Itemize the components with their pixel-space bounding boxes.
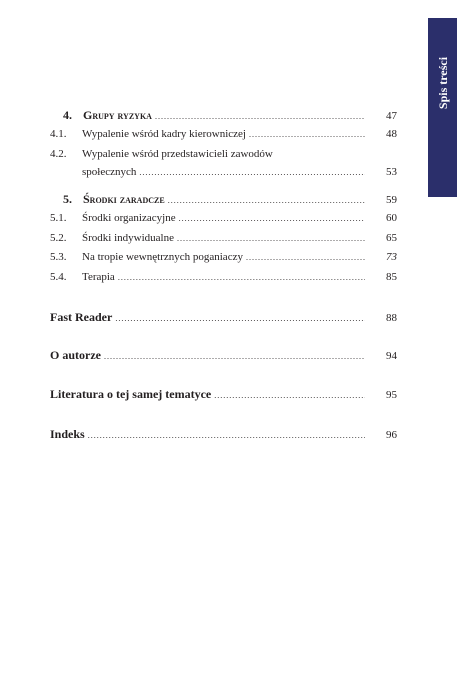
toc-entry-title: Wypalenie wśród przedstawicieli zawodów — [82, 148, 273, 160]
toc-entry-title: Grupy ryzyka — [83, 108, 152, 122]
toc-entry-5-4[interactable] — [50, 270, 397, 285]
toc-entry-page: 53 — [386, 166, 397, 178]
leader-dots — [104, 350, 365, 364]
toc-entry-number: 5. — [63, 192, 72, 206]
toc-entry-title: Środki indywidualne — [82, 232, 174, 244]
toc-entry-4-2[interactable] — [50, 147, 397, 161]
toc-entry-title: Wypalenie wśród kadry kierowniczej — [82, 128, 246, 140]
toc-entry-title: Indeks — [50, 427, 85, 441]
toc-entry-title: O autorze — [50, 348, 101, 362]
toc-entry-number: 4.2. — [50, 148, 67, 160]
leader-dots — [249, 128, 365, 142]
leader-dots — [118, 271, 365, 285]
leader-dots — [179, 212, 365, 226]
toc-entry-title: społecznych — [82, 166, 137, 178]
leader-dots — [168, 194, 365, 208]
toc-entry-title: Literatura o tej samej tematyce — [50, 387, 212, 401]
toc-entry-title: Środki organizacyjne — [82, 212, 176, 224]
toc-entry-page: 95 — [386, 389, 397, 401]
toc-entry-page: 88 — [386, 312, 397, 324]
toc-entry-page: 60 — [386, 212, 397, 224]
leader-dots — [155, 110, 365, 124]
toc-entry-5-3[interactable] — [50, 250, 397, 265]
toc-entry-page: 96 — [386, 429, 397, 441]
toc-entry-chapter-4[interactable] — [50, 108, 397, 124]
toc-entry-page: 94 — [386, 350, 397, 362]
toc-entry-page: 59 — [386, 194, 397, 206]
toc-entry-4-2-continued[interactable] — [50, 165, 397, 180]
leader-dots — [246, 251, 365, 265]
leader-dots — [88, 429, 365, 443]
toc-entry-title: Środki zaradcze — [83, 192, 165, 206]
leader-dots — [214, 389, 365, 403]
toc-entry-page: 48 — [386, 128, 397, 140]
toc-entry-o-autorze[interactable] — [50, 348, 397, 364]
toc-entry-5-1[interactable] — [50, 211, 397, 226]
toc-entry-chapter-5[interactable] — [50, 192, 397, 208]
toc-entry-title: Na tropie wewnętrznych poganiaczy — [82, 251, 243, 263]
toc-entry-number: 5.1. — [50, 212, 67, 224]
toc-entry-literatura[interactable] — [50, 387, 397, 403]
toc-entry-5-2[interactable] — [50, 231, 397, 246]
toc-entry-indeks[interactable] — [50, 427, 397, 443]
toc-entry-page: 65 — [386, 232, 397, 244]
toc-entry-number: 5.2. — [50, 232, 67, 244]
toc-entry-page: 73 — [386, 251, 397, 263]
toc-entry-number: 5.3. — [50, 251, 67, 263]
toc-entry-number: 5.4. — [50, 271, 67, 283]
leader-dots — [177, 232, 365, 246]
section-tab-label: Spis treści — [435, 56, 450, 110]
toc-entry-fast-reader[interactable] — [50, 310, 397, 326]
toc-entry-page: 47 — [386, 110, 397, 122]
leader-dots — [139, 166, 365, 180]
toc-entry-title: Terapia — [82, 271, 115, 283]
toc-entry-title: Fast Reader — [50, 310, 113, 324]
toc-entry-number: 4.1. — [50, 128, 67, 140]
toc-entry-4-1[interactable] — [50, 127, 397, 142]
toc-entry-number: 4. — [63, 108, 72, 122]
leader-dots — [115, 312, 365, 326]
toc-entry-page: 85 — [386, 271, 397, 283]
